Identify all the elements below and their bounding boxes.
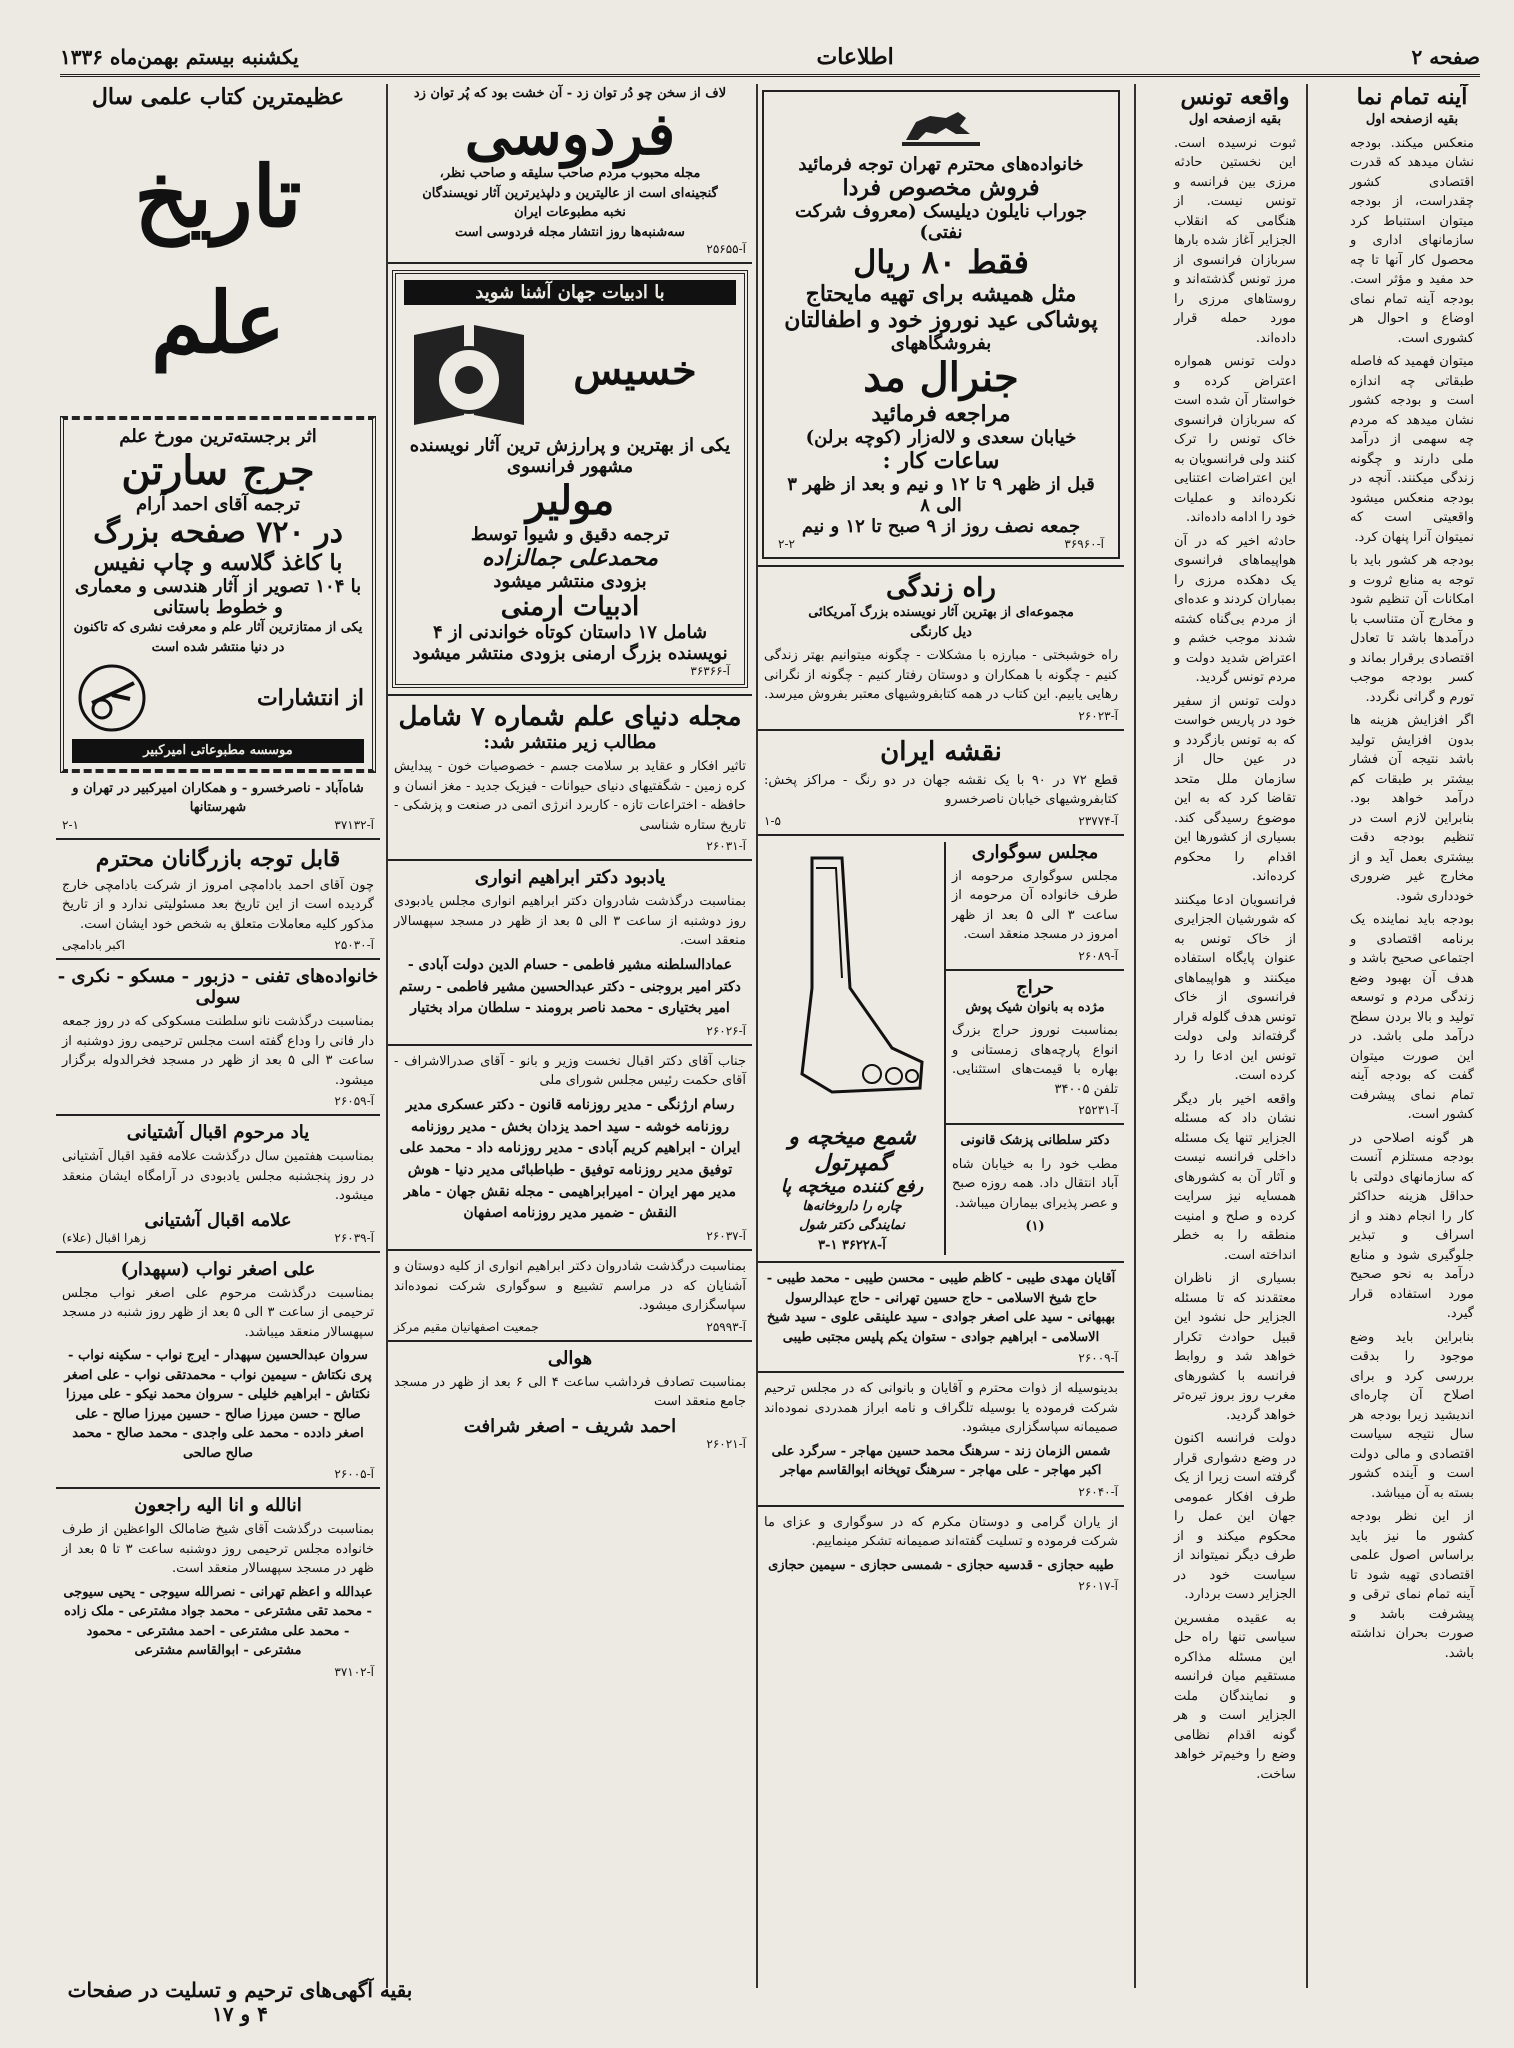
- shoe-line: چاره را داروخانه‌ها: [802, 1198, 902, 1214]
- ad-code: آ-۲۵۶۵۵: [706, 242, 746, 257]
- editorial-paragraph: بودجه هر کشور باید با توجه به منابع ثروت و امکانات آن تنظیم شود و مخارج آن متناسب با درآمدها باشد تا تعادل اقتصادی برقرار بماند و کسر بودجه موجب تورم و گرانی نگردد.: [1350, 553, 1474, 705]
- havali-ad: [388, 1348, 752, 1451]
- ad-code: آ-۲۶۰۳۷: [706, 1229, 746, 1244]
- ad-code: آ-۲۶۰۰۵: [334, 1467, 374, 1481]
- rahzendegi-title: راه زندگی: [886, 573, 996, 603]
- ad-code-row: [388, 839, 752, 853]
- column-rule: [756, 84, 758, 1988]
- ad-code-row: [56, 1665, 380, 1679]
- khasis-line: شامل ۱۷ داستان کوتاه خواندنی از ۴ نویسنده بزرگ ارمنی بزودی منتشر میشود: [412, 622, 728, 665]
- general-ad-brand: جنرال مد: [863, 354, 1019, 401]
- anvari-body: بمناسبت درگذشت شادروان دکتر ابراهیم انواری مجلس یادبودی روز دوشنبه از ساعت ۳ الی ۵ بعد از ظهر در مسجد سپهسالار منعقد است.: [394, 894, 746, 949]
- raji-names: عبدالله و اعظم تهرانی - نصرالله سیوجی - یحیی سیوجی - محمد تقی مشترعی - محمد جواد مشترعی - ملک زاده - محمد علی مشترعی - احمد مشترعی - محمود مشترعی - ابوالقاسم مشترعی: [63, 1584, 373, 1658]
- divider: [946, 969, 1124, 971]
- ad-code-row: [56, 1094, 380, 1108]
- anvari-title: یادبود دکتر ابراهیم انواری: [474, 867, 666, 889]
- ad-code: آ-۲۶۰۱۷: [1078, 1579, 1118, 1593]
- issue-date: یکشنبه بیستم بهمن‌ماه ۱۳۳۶: [60, 45, 299, 69]
- eghbal-sign: زهرا اقبال (علاء): [62, 1230, 147, 1245]
- merchants-ad: [56, 846, 380, 953]
- anvari2-names: رسام ارژنگی - مدیر روزنامه قانون - دکتر عسکری مدیر روزنامه خوشه - سید احمد یزدان بخش - مدیر روزنامه ایران - ابراهیم کریم آبادی - مدیر روزنامه داد - محمد علی توفیق مدیر روزنامه توفیق - طباطبائی مدیر دنیا - هوش مدیر مهر ایران - امیرابراهیمی - مجله نقش جهان - ماهر النقش - ضمیر مدیر روزنامه اصفهان: [399, 1096, 741, 1222]
- ad-code-row: [772, 537, 1110, 551]
- general-ad-line: بفروشگاههای: [890, 333, 992, 354]
- shoe-ad: [760, 842, 946, 1256]
- doctor-code: (۱): [1025, 1219, 1045, 1234]
- divider: [946, 1123, 1124, 1125]
- ad-code: آ-۲۵۲۳۱: [1078, 1103, 1118, 1117]
- lion-logo-icon: [896, 104, 986, 148]
- page-number: صفحه ۲: [1411, 45, 1480, 69]
- havali-sign: احمد شریف - اصغر شرافت: [463, 1415, 677, 1437]
- map-body: قطع ۷۲ در ۹۰ با یک نقشه جهان در دو رنگ - مراکز پخش: کتابفروشیهای خیابان ناصرخسرو: [764, 772, 1118, 807]
- havali-body: بمناسبت تصادف فرداشب ساعت ۴ الی ۶ بعد از ظهر در مسجد جامع منعقد است: [394, 1374, 746, 1410]
- ferdowsi-line: مجله محبوب مردم صاحب سلیقه و صاحب نظر،: [439, 166, 701, 182]
- tunis-paragraph: بسیاری از ناظران معتقدند که تا مسئله الجزایر حل نشود این قبیل حوادث تکرار خواهد شد و روابط فرانسه با کشورهای مغرب روز بروز تیره‌تر خواهد گردید.: [1174, 1271, 1296, 1423]
- ad-code: آ-۲۵۰۳۰: [334, 938, 374, 952]
- general-ad-price: فقط ۸۰ ریال: [853, 243, 1029, 281]
- khasis-line: بزودی منتشر میشود: [493, 571, 647, 593]
- anvari-names: عمادالسلطنه مشیر فاطمی - حسام الدین دولت آبادی - دکتر امیر بروجنی - دکتر عبدالحسین مشیر فاطمی - رستم امیر بختیاری - محمد ناصر برومند - سلطان مراد بختیار: [399, 956, 741, 1017]
- general-ad-line: پوشاکی عید نوروز خود و اطفالتان: [784, 307, 1098, 333]
- khasis-title: خسیس: [573, 346, 697, 394]
- mourning-body: مجلس سوگواری مرحومه از طرف خانواده آن مرحومه از ساعت ۳ الی ۵ بعد از ظهر امروز در مسجد منعقد است.: [952, 868, 1118, 942]
- ads-column-4: [388, 84, 752, 1988]
- khasis-translator: محمدعلی جمالزاده: [482, 545, 658, 572]
- general-ad-friday: جمعه نصف روز از ۹ صبح تا ۱۲ و نیم: [801, 516, 1081, 537]
- khasis-banner: با ادبیات جهان آشنا شوید: [404, 280, 736, 305]
- editorial-paragraph: از این نظر بودجه کشور ما نیز باید براساس اصول علمی اقتصادی تهیه شود تا آینه تمام نمای ترقی و پیشرفت باشد و صورت بحران نداشته باشد.: [1350, 1509, 1474, 1661]
- mokri-body: بمناسبت درگذشت نانو سلطنت مسکوکی که در روز جمعه دار فانی را وداع گفته است مجلس ترحیمی روز دوشنبه از ساعت ۳ الی ۵ بعد از ظهر در مسجد فخرالدوله برگزار میشود.: [62, 1014, 374, 1088]
- havali-title: هوالی: [547, 1347, 593, 1369]
- tunis-column: [1168, 84, 1302, 1988]
- tarikh-address: شاه‌آباد - ناصرخسرو - و همکاران امیرکبیر در تهران و شهرستانها: [72, 780, 364, 815]
- hejazi-body: از یاران گرامی و دوستان مکرم که در سوگواری و عزای ما شرکت فرموده و تسلیت گفته‌اند صمیمانه تشکر مینماییم.: [764, 1514, 1118, 1549]
- ads-row: [758, 842, 1124, 1256]
- divider: [56, 838, 380, 840]
- general-mod-ad: [762, 90, 1120, 559]
- tarikh-line: در ۷۲۰ صفحه بزرگ: [93, 515, 343, 550]
- tarikh-author: جرج سارتن: [121, 447, 315, 494]
- divider: [388, 1249, 752, 1251]
- tarikh-top: عظیمترین کتاب علمی سال: [91, 84, 345, 110]
- ad-code: ۲-۲: [778, 537, 795, 551]
- ad-code-row: [388, 1320, 752, 1334]
- ad-code: آ-۲۶۰۳۱: [706, 839, 746, 854]
- editorial-title: آینه تمام نما: [1356, 84, 1468, 110]
- khasis-line: ادبیات ارمنی: [500, 592, 640, 623]
- hejazi-names: طیبه حجازی - قدسیه حجازی - شمسی حجازی - سیمین حجازی: [768, 1557, 1114, 1573]
- general-ad-line: مراجعه فرمائید: [871, 401, 1011, 427]
- donya-elm-ad: [388, 702, 752, 853]
- hejazi-ad: [758, 1513, 1124, 1594]
- sepahdar-body: بمناسبت درگذشت مرحوم علی اصغر نواب مجلس ترحیمی از ساعت ۳ الی ۵ بعد از ظهر روز شنبه در مسجد سپهسالار منعقد میباشد.: [62, 1285, 374, 1340]
- auction-sub: مژده به بانوان شیک پوش: [965, 999, 1105, 1015]
- ad-code-row: [946, 949, 1124, 963]
- ad-code-row: [758, 709, 1124, 723]
- eghbal-ad: [56, 1122, 380, 1245]
- sepahdar-ad: [56, 1259, 380, 1482]
- ad-code-row: [388, 1229, 752, 1243]
- ad-code-row: [56, 1231, 380, 1245]
- ad-code: آ-۲۶۰۵۹: [334, 1094, 374, 1108]
- mohajer-body: بدینوسیله از ذوات محترم و آقایان و بانوانی که در مجلس ترحیم شرکت فرموده یا بوسیله تلگراف و نامه ابراز همدردی نموده‌اند صمیمانه سپاسگزاری میشود.: [764, 1381, 1118, 1435]
- ad-code: آ-۳۷۱۳۲: [334, 817, 374, 832]
- khasis-line: ترجمه دقیق و شیوا توسط: [470, 524, 670, 546]
- tunis-paragraph: دولت فرانسه اکنون در وضع دشواری قرار گرفته است زیرا از یک طرف افکار عمومی جهان این عمل را محکوم میکند و از طرف دیگر نمیتواند از سیاست خود در الجزایر دست بردارد.: [1174, 1431, 1296, 1602]
- divider: [758, 1505, 1124, 1507]
- ad-code-row: [56, 938, 380, 952]
- tarikh-line: یکی از ممتازترین آثار علم و معرفت نشری که تاکنون در دنیا منتشر شده است: [73, 620, 363, 655]
- ad-code: آ-۲۶۰۸۹: [1078, 948, 1118, 963]
- ad-code: آ-۲۵۹۹۳: [706, 1319, 746, 1334]
- ad-code: آ-۲۶۰۴۰: [1078, 1484, 1118, 1499]
- divider: [56, 1114, 380, 1116]
- tunis-subtitle: بقیه ازصفحه اول: [1188, 112, 1282, 127]
- anvari-ad: [388, 867, 752, 1038]
- mokri-title: خانواده‌های تفنی - دزبور - مسکو - نکری - سولی: [57, 966, 379, 1008]
- divider: [758, 834, 1124, 836]
- editorial-paragraph: میتوان فهمید که فاصله طبقاتی چه اندازه است و بودجه کشور نشان میدهد که مردم چه سهمی از درآمد ملی دارند و چگونه زندگی میکنند. آنچه در بودجه منعکس میشود واقعیتی است که نمیتوان آنرا پنهان کرد.: [1350, 354, 1474, 545]
- ad-code-row: [388, 1437, 752, 1451]
- divider: [388, 859, 752, 861]
- donya-body: تاثیر افکار و عقاید بر سلامت جسم - خصوصیات خون - پیدایش کره زمین - شگفتیهای دنیای حیوانات - فیزیک جدید - مغز انسان و حافظه - اختراعات تازه - کاربرد انرژی اتمی در صنعت و پزشکی - تاریخ ستاره شناسی: [394, 759, 746, 833]
- mourning-names-ad: [758, 1269, 1124, 1365]
- book-emblem-icon: [404, 305, 534, 435]
- editorial-subtitle: بقیه ازصفحه اول: [1365, 112, 1459, 127]
- raji-body: بمناسبت درگذشت آقای شیخ ضامالک الواعظین از طرف خانواده مجلس ترحیمی روز دوشنبه ساعت ۳ تا ۵ بعد از ظهر در مسجد سپهسالار منعقد است.: [62, 1522, 375, 1576]
- ad-code-row: [946, 1103, 1124, 1117]
- auction-title: حراج: [1016, 976, 1054, 998]
- rahzendegi-author: دیل کارنگی: [910, 624, 972, 640]
- ad-code: آ-۳۶۳۶۶: [690, 664, 730, 679]
- donya-sub: مطالب زیر منتشر شد:: [483, 732, 657, 754]
- tarikh-publisher: از انتشارات: [256, 685, 364, 711]
- editorial-paragraph: بنابراین باید وضع موجود را بدقت بررسی کرد و برای اصلاح آن چاره‌ای اندیشید زیرا بودجه هر سال نتیجه سیاست اقتصادی و مالی دولت است و آینده کشور بسته به آن میباشد.: [1350, 1329, 1474, 1501]
- divider: [758, 565, 1124, 567]
- divider: [388, 1044, 752, 1046]
- ad-code: آ-۲۶۰۲۱: [706, 1436, 746, 1451]
- ad-code-row: [758, 814, 1124, 828]
- anvari-ad-3: [388, 1257, 752, 1334]
- khasis-author: مولیر: [525, 477, 615, 525]
- ad-code: آ-۲۳۷۷۴: [1078, 813, 1118, 828]
- tunis-paragraph: فرانسویان ادعا میکنند که شورشیان الجزایری از خاک تونس به عنوان پایگاه استفاده میکنند و هواپیماهای فرانسوی از خاک تونس هدف گلوله قرار گرفته‌اند ولی دولت تونس این ادعا را رد کرده است.: [1174, 892, 1296, 1083]
- divider: [388, 694, 752, 696]
- general-ad-line: خانواده‌های محترم تهران توجه فرمائید: [798, 154, 1084, 175]
- eghbal-title: یاد مرحوم اقبال آشتیانی: [126, 1122, 310, 1143]
- sepahdar-title: علی اصغر نواب (سپهدار): [120, 1258, 316, 1280]
- footer-note: بقیه آگهی‌های ترحیم و تسلیت در صفحات ۴ و ۱۷: [67, 1978, 413, 2026]
- tarikh-title: تاریخ علم: [134, 147, 302, 372]
- editorial-column: [1344, 84, 1480, 1988]
- khasis-line: یکی از بهترین و پرارزش ترین آثار نویسنده مشهور فرانسوی: [409, 435, 731, 478]
- editorial-paragraph: هر گونه اصلاحی در بودجه مستلزم آنست که سازمانهای دولتی با حداقل هزینه حداکثر کار را انجام دهند و از اسراف و تبذیر جلوگیری شود و منابع درآمد به نحو صحیح مورد استفاده قرار گیرد.: [1350, 1130, 1474, 1321]
- doctor-body: مطب خود را به خیابان شاه آباد انتقال داد. همه روزه صبح و عصر پذیرای بیماران میباشد.: [952, 1156, 1118, 1211]
- divider: [758, 1261, 1124, 1263]
- shoe-line: رفع کننده میخچه پا: [780, 1175, 924, 1197]
- mokri-ad: [56, 966, 380, 1108]
- ads-right-subcolumn: [946, 842, 1124, 1256]
- ads-column-3: [758, 84, 1124, 1988]
- doctor-title: دکتر سلطانی پزشک قانونی: [960, 1133, 1110, 1148]
- tunis-paragraph: واقعه اخیر بار دیگر نشان داد که مسئله الجزایر تنها یک مسئله داخلی فرانسه نیست و آثار آن به کشورهای همسایه نیز سرایت کرده و صلح و امنیت منطقه را به خطر انداخته است.: [1174, 1091, 1296, 1263]
- tunis-paragraph: دولت تونس همواره اعتراض کرده و خواستار آن شده است که سربازان فرانسوی خاک تونس را ترک کنند ولی فرانسویان به این اعتراضات اعتنایی نکرده‌اند و عملیات خود را ادامه داده‌اند.: [1174, 354, 1296, 525]
- editorial-paragraph: منعکس میکند. بودجه نشان میدهد که قدرت اقتصادی کشور چقدراست، از بودجه میتوان استنباط کرد سازمانهای اداری و محصول کار آنها تا چه حد مفید و مؤثر است. بودجه آینه تمام نمای اوضاع و احوال هر کشوری است.: [1350, 135, 1474, 346]
- tarikh-line: اثر برجسته‌ترین مورخ علم: [119, 426, 317, 447]
- column-rule: [1134, 84, 1136, 1988]
- tunis-paragraph: دولت تونس از سفیر خود در پاریس خواست که به تونس بازگردد و در عین حال از سازمان ملل متحد تقاضا کرد که به این موضوع رسیدگی کند. بسیاری از کشورها این اقدام را محکوم کرده‌اند.: [1174, 693, 1296, 884]
- ad-code: ۲-۱: [62, 817, 79, 832]
- ad-code-row: [56, 818, 380, 832]
- general-ad-line: ساعات کار :: [882, 448, 1000, 474]
- mourning-names-body: آقایان مهدی طیبی - کاظم طیبی - محسن طیبی - محمد طیبی - حاج شیخ الاسلامی - حاج حسین تهرانی - حاج عبدالرسول بهبهانی - سید علی اصغر جوادی - سید علینقی علوی - سید شیخ الاسلامی - ابراهیم جوادی - ستوان یکم پلیس مجتبی طیبی: [766, 1271, 1116, 1345]
- ferdowsi-line: نخبه مطبوعات ایران: [514, 205, 626, 221]
- ad-code: آ-۲۶۰۳۹: [334, 1230, 374, 1245]
- auction-body: بمناسبت نوروز حراج بزرگ انواع پارچه‌های زمستانی و بهاره با قیمت‌های استثنایی. تلفن ۳۴۰۰۵: [952, 1023, 1118, 1097]
- tunis-paragraph: ثبوت نرسیده است. این نخستین حادثه مرزی بین فرانسه و تونس نیست. از هنگامی که انقلاب الجزایر آغاز شده بارها سربازان فرانسوی از مرز تونس گذشته‌اند و روستاهای مرزی را مورد حمله قرار داده‌اند.: [1174, 135, 1296, 346]
- ad-code-row: [758, 1579, 1124, 1593]
- ad-code-row: [388, 1024, 752, 1038]
- anvari-ad-2: [388, 1052, 752, 1243]
- divider: [758, 1371, 1124, 1373]
- ad-code-row: [388, 242, 752, 256]
- ferdowsi-title: فردوسی: [464, 99, 676, 168]
- editorial-paragraph: اگر افزایش هزینه ها بدون افزایش تولید باشد نتیجه آن فشار بیشتر بر طبقات کم درآمد خواهد بود. بنابراین لازم است در تنظیم بودجه دقت بیشتری بعمل آید و از مخارج غیر ضروری خودداری شود.: [1350, 713, 1474, 904]
- divider: [388, 1340, 752, 1342]
- shoe-code: ۳-۱ آ-۳۶۲۲۸: [818, 1237, 886, 1253]
- divider: [56, 1251, 380, 1253]
- merchants-body: چون آقای احمد بادامچی امروز از شرکت بادامچی خارج گردیده است از این تاریخ بعد مسئولیتی ندارد و از تاریخ مذکور کلیه معاملات متعلق به شخص خود ایشان است.: [62, 877, 374, 932]
- tarikh-ad-box: [60, 416, 376, 773]
- shoe-line: نمایندگی دکتر شول: [799, 1218, 905, 1233]
- tarikh-line: با کاغذ گلاسه و چاپ نفیس: [93, 550, 343, 576]
- anvari3-sign: جمعیت اصفهانیان مقیم مرکز: [394, 1319, 539, 1334]
- eghbal-name: علامه اقبال آشتیانی: [144, 1209, 292, 1231]
- tunis-title: واقعه تونس: [1180, 84, 1290, 110]
- map-title: نقشه ایران: [880, 736, 1002, 767]
- general-ad-hours: قبل از ظهر ۹ تا ۱۲ و نیم و بعد از ظهر ۳ الی ۸: [787, 474, 1095, 516]
- ferdowsi-line: گنجینه‌ای است از عالیترین و دلپذیرترین آثار نویسندگان: [422, 185, 718, 201]
- amirkabir-chariot-icon: [72, 663, 152, 733]
- column-rule: [1306, 84, 1308, 1988]
- tarikh-press: موسسه مطبوعاتی امیرکبیر: [72, 739, 364, 763]
- ad-code-row: [758, 1351, 1124, 1365]
- khasis-header: [404, 305, 736, 435]
- divider: [56, 1487, 380, 1489]
- ad-code: آ-۲۶۰۰۹: [1078, 1351, 1118, 1365]
- divider: [56, 958, 380, 960]
- general-ad-line: جوراب نایلون دیلیسک (معروف شرکت نفتی): [794, 201, 1088, 243]
- column-rule: [386, 84, 388, 1988]
- ad-code: آ-۳۶۹۶۰: [1064, 537, 1104, 551]
- tarikh-line: با ۱۰۴ تصویر از آثار هندسی و معماری و خطوط باستانی: [74, 576, 362, 618]
- map-ad: [758, 737, 1124, 828]
- divider: [388, 262, 752, 264]
- ad-code-row: [56, 1467, 380, 1481]
- general-ad-line: خیابان سعدی و لاله‌زار (کوچه برلن): [805, 427, 1077, 448]
- tarikh-line: ترجمه آقای احمد آرام: [136, 494, 300, 515]
- raji-title: انالله و انا الیه راجعون: [134, 1495, 302, 1516]
- anvari3-body: بمناسبت درگذشت شادروان دکتر ابراهیم انواری از کلیه دوستان و آشنایان که در مراسم تشییع و سوگواری شرکت نموده‌اند سپاسگزاری میشود.: [394, 1259, 746, 1314]
- mohajer-names: شمس الزمان زند - سرهنگ محمد حسین مهاجر - سرگرد علی اکبر مهاجر - علی مهاجر - سرهنگ توپخانه ابوالقاسم مهاجر: [771, 1443, 1111, 1478]
- ad-code: آ-۲۶۰۲۳: [1078, 708, 1118, 723]
- eghbal-body: بمناسبت هفتمین سال درگذشت علامه فقید اقبال آشتیانی در روز پنجشنبه مجلس یادبودی در آرامگاه ایشان منعقد میشود.: [62, 1149, 374, 1203]
- ad-code: آ-۳۷۱۰۲: [334, 1664, 374, 1679]
- tunis-paragraph: به عقیده مفسرین سیاسی تنها راه حل این مسئله مذاکره مستقیم میان فرانسه و نمایندگان ملت الجزایر است و هر گونه اقدام نظامی وضع را وخیم‌تر خواهد ساخت.: [1174, 1610, 1296, 1782]
- mohajer-ad: [758, 1379, 1124, 1499]
- sepahdar-names: سروان عبدالحسین سپهدار - ایرج نواب - سکینه نواب - پری نکتاش - سیمین نواب - محمدتقی نواب - علی اصغر نکتاش - ابراهیم خلیلی - سروان محمد نیکو - علی میرزا صالح - حسن میرزا صالح - حسین میرزا صالح - علی اصغر دادده - محمد علی واجدی - محمد صالح - محمد صالح صالحی: [64, 1348, 372, 1461]
- ferdowsi-top: لاف از سخن چو دُر توان زد - آن خشت بود که پُر توان زد: [413, 86, 727, 101]
- page-header: [60, 40, 1480, 77]
- general-ad-line: مثل همیشه برای تهیه مایحتاج: [805, 281, 1077, 307]
- general-ad-line: فروش مخصوص فردا: [842, 175, 1040, 201]
- rahzendegi-ad: [758, 573, 1124, 723]
- rahzendegi-line: مجموعه‌ای از بهترین آثار نویسنده بزرگ آمریکائی: [808, 605, 1074, 620]
- raji-ad: [56, 1495, 380, 1679]
- ad-code: ۱-۵: [764, 813, 781, 828]
- rahzendegi-body: راه خوشبختی - مبارزه با مشکلات - چگونه میتوانیم بهتر زندگی کنیم - چگونه با همکاران و دوستان رفتار کنیم - چگونه از نگرانی رهایی یابیم. این کتاب در همه کتابفروشیهای معتبر بفروش میرسد.: [764, 648, 1118, 702]
- merchants-sign: اکبر بادامچی: [62, 938, 125, 952]
- newspaper-name: اطلاعات: [816, 44, 894, 70]
- ads-column-5: [56, 84, 380, 1988]
- divider: [758, 729, 1124, 731]
- shoe-line: شمع میخچه و گمپرتول: [788, 1123, 916, 1176]
- anvari2-body: جناب آقای دکتر اقبال نخست وزیر و بانو - آقای صدرالاشراف - آقای حکمت رئیس مجلس شورای ملی: [394, 1053, 746, 1089]
- merchants-title: قابل توجه بازرگانان محترم: [95, 845, 341, 872]
- ferdowsi-ad: [388, 84, 752, 256]
- foot-illustration-icon: [772, 848, 932, 1118]
- ad-code-row: [758, 1485, 1124, 1499]
- ad-code: آ-۲۶۰۲۶: [706, 1023, 746, 1038]
- tarikh-publisher-row: [72, 657, 364, 739]
- tunis-paragraph: حادثه اخیر که در آن هواپیماهای فرانسوی یک دهکده مرزی را بمباران کردند و عده‌ای از مردم بی‌گناه کشته شدند موجب خشم و اعتراض شدید دولت و مردم تونس گردید.: [1174, 533, 1296, 685]
- ad-code-row: [404, 664, 736, 678]
- ferdowsi-line: سه‌شنبه‌ها روز انتشار مجله فردوسی است: [455, 224, 685, 240]
- mourning-title: مجلس سوگواری: [971, 841, 1099, 863]
- khasis-ad: [392, 270, 748, 688]
- donya-title: مجله دنیای علم شماره ۷ شامل: [398, 702, 742, 733]
- editorial-paragraph: بودجه باید نماینده یک برنامه اقتصادی و اجتماعی صحیح باشد و هدف آن بهبود وضع زندگی مردم و توسعه تولید و بالا بردن سطح درآمد ملی باشد. در این صورت میتوان گفت که بودجه آینه تمام نمای پیشرفت کشور است.: [1350, 912, 1474, 1122]
